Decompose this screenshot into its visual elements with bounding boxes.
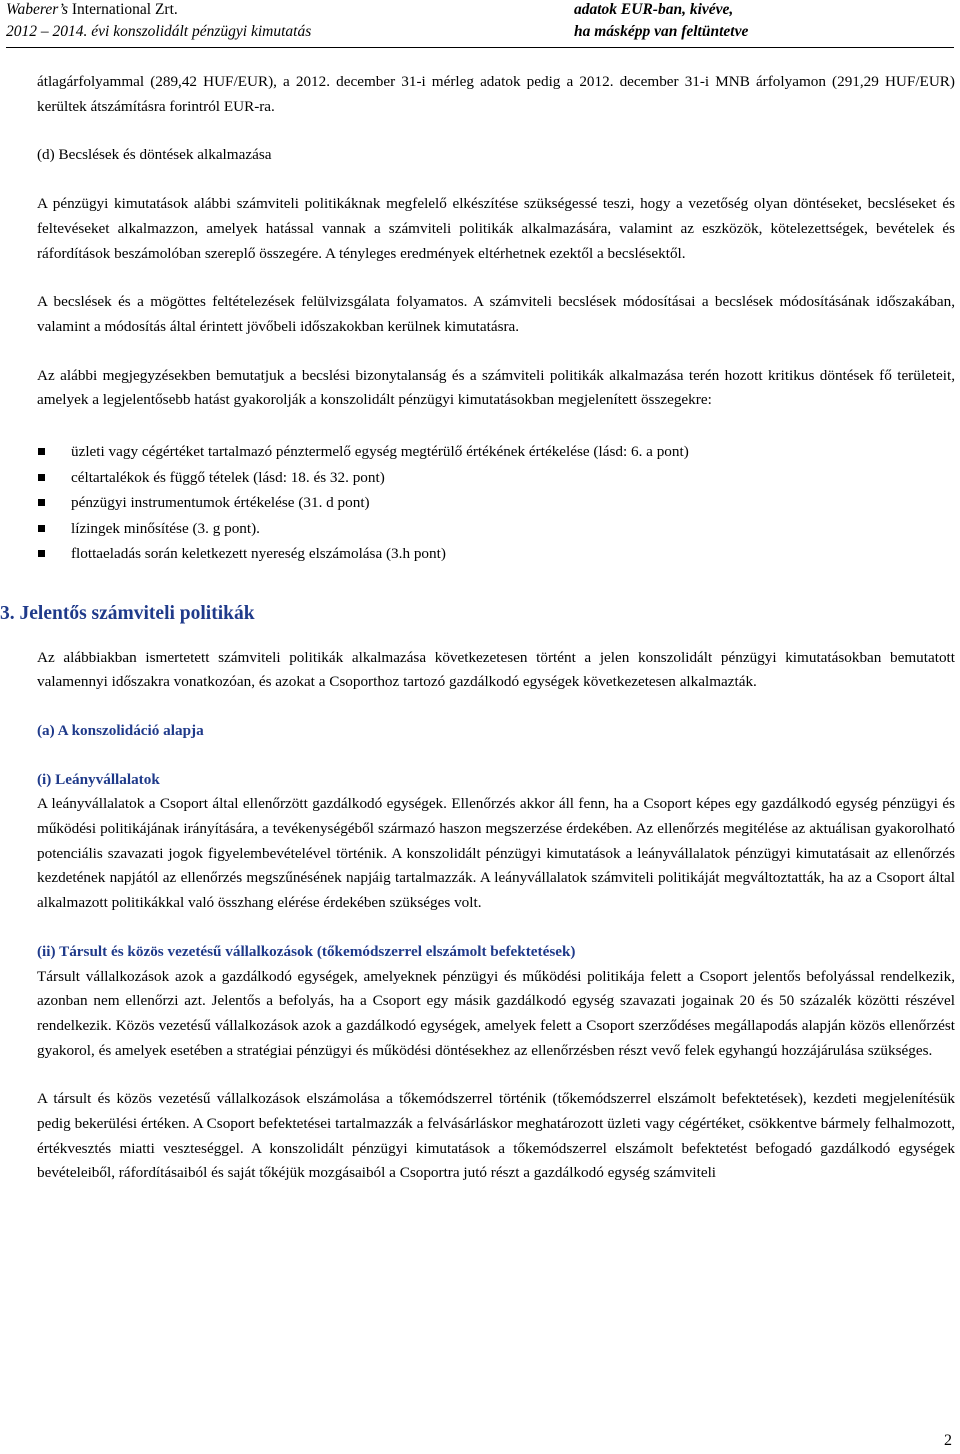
list-item (37, 439, 955, 465)
company-name-rest: International Zrt. (68, 1, 178, 18)
list-item (37, 541, 955, 567)
subsection-ii-heading: (ii) Társult és közös vezetésű vállalkozások (tőkemódszerrel elszámolt befektetések) (37, 942, 576, 960)
bullet-square-icon (38, 550, 45, 557)
section-3-title: Jelentős számviteli politikák (19, 602, 255, 624)
estimates-bullet-list (37, 439, 955, 567)
section-d-paragraph-1: A pénzügyi kimutatások alábbi számviteli politikáknak megfelelő elkészítése szükségessé teszi, hogy a vezetőség olyan döntéseket, becsléseket és feltevéseket alkalmazzon, amelyek hatással vannak a számviteli politikák alkalmazására, valamint az eszközök, kötelezettségek, bevételek és ráfordítások beszámolóban szereplő összegére. A tényleges eredmények eltérhetnek ezektől a becslésektől. (37, 195, 955, 262)
subsection-ii-paragraph-1: Társult vállalkozások azok a gazdálkodó egységek, amelyeknek pénzügyi és működési politikája felett a Csoport jelentős befolyással rendelkezik, azonban nem ellenőrzi azt. Jelentős a befolyás, ha a Csoport egy másik gazdálkodó egység szavazati jogainak 20 és 50 százalék közötti részével rendelkezik. Közös vezetésű vállalkozások azok a gazdálkodó egységek, amelyek felett a Csoport szerződéses megállapodás alapján közös ellenőrzést gyakorol, és amelyek esetében a stratégiai pénzügyi és működési döntésekhez az ellenőrzésben részt vevő felek egyhangú hozzájárulása szükséges. (37, 967, 955, 1059)
header-note-line1: adatok EUR-ban, kivéve, (574, 1, 734, 18)
list-item (37, 465, 955, 491)
company-name-italic: Waberer’s (6, 1, 69, 18)
list-item-text: lízingek minősítése (3. g pont). (71, 519, 260, 537)
subsection-i-paragraph: A leányvállalatok a Csoport által ellenőrzött gazdálkodó egységek. Ellenőrzés akkor áll fenn, ha a Csoport képes egy gazdálkodó egység pénzügyi és működési politikájának irányítására, a tevékenységéből származó haszon megszerzése érdekében. Az ellenőrzés megitélése az aktuálisan gyakorolható potenciális szavazati jogok figyelembevételével történik. A konszolidált pénzügyi kimutatások a leányvállalatok pénzügyi kimutatásait az ellenőrzés kezdetének napjától az ellenőrzés megszűnésének napjáig tartalmazzák. A leányvállalatok számviteli politikáját megváltoztatták, ha az a Csoport által alkalmazott politikákkal való összhang elérése érdekében szükséges volt. (37, 795, 955, 912)
list-item-text: pénzügyi instrumentumok értékelése (31. d pont) (71, 494, 370, 512)
bullet-square-icon (38, 474, 45, 481)
subsection-i-heading: (i) Leányvállalatok (37, 770, 160, 788)
section-d-heading: (d) Becslések és döntések alkalmazása (37, 146, 272, 164)
list-item-text: flottaeladás során keletkezett nyereség elszámolása (3.h pont) (71, 545, 446, 563)
bullet-square-icon (38, 499, 45, 506)
report-title: 2012 – 2014. évi konszolidált pénzügyi kimutatás (6, 23, 312, 40)
section-d-paragraph-2: A becslések és a mögöttes feltételezések felülvizsgálata folyamatos. A számviteli becslések módosításai a becslések módosításának időszakában, valamint a módosítás által érintett jövőbeli időszakokban kerülnek kimutatásra. (37, 293, 955, 335)
list-item-text: céltartalékok és függő tételek (lásd: 18. és 32. pont) (71, 468, 385, 486)
subsection-a-heading: (a) A konszolidáció alapja (37, 721, 204, 739)
list-item (37, 516, 955, 542)
section-3-heading (0, 600, 955, 628)
section-3-paragraph-1: Az alábbiakban ismertetett számviteli politikák alkalmazása következetesen történt a jelen konszolidált pénzügyi kimutatásokban bemutatott valamennyi időszakra vonatkozóan, és azokat a Csoporthoz tartozó gazdálkodó egységek következetesen alkalmazták. (37, 648, 955, 691)
list-item-text: üzleti vagy cégértéket tartalmazó pénztermelő egység megtérülő értékének értékelése (lásd: 6. a pont) (71, 443, 689, 461)
section-d-paragraph-3: Az alábbi megjegyzésekben bemutatjuk a becslési bizonytalanság és a számviteli politikák alkalmazása terén hozott kritikus döntések fő területeit, amelyek a legjelentősebb hatást gyakorolják a konszolidált pénzügyi kimutatásokban megjelenített összegekre: (37, 366, 955, 409)
intro-paragraph: átlagárfolyammal (289,42 HUF/EUR), a 2012. december 31-i mérleg adatok pedig a 2012. december 31-i MNB árfolyamon (291,29 HUF/EUR) kerültek átszámításra forintról EUR-ra. (37, 73, 955, 115)
bullet-square-icon (38, 525, 45, 532)
subsection-ii-paragraph-2: A társult és közös vezetésű vállalkozások elszámolása a tőkemódszerrel történik (tőkemódszerrel elszámolt befektetések), kezdeti megjelenítésük pedig bekerülési értéken. A Csoport befektetései tartalmazzák a felvásárláskor meghatározott üzleti vagy cégértéket, csökkentve bármely felhalmozott, értékvesztés miatti veszteséggel. A konszolidált pénzügyi kimutatások a tőkemódszerrel elszámolt befektetést befogadó gazdálkodó egységek bevételeiből, ráfordításaiból és saját tőkéjük mozgásaiból a Csoportra jutó részt a gazdálkodó egység számviteli (37, 1090, 955, 1182)
header-note-line2: ha másképp van feltüntetve (574, 23, 749, 40)
company-name (6, 1, 178, 19)
bullet-square-icon (38, 448, 45, 455)
section-3-number: 3. (0, 602, 15, 624)
header-rule (6, 47, 954, 48)
list-item (37, 490, 955, 516)
page-header (6, 0, 954, 48)
page-content (0, 70, 955, 1186)
page-number: 2 (944, 1432, 952, 1449)
